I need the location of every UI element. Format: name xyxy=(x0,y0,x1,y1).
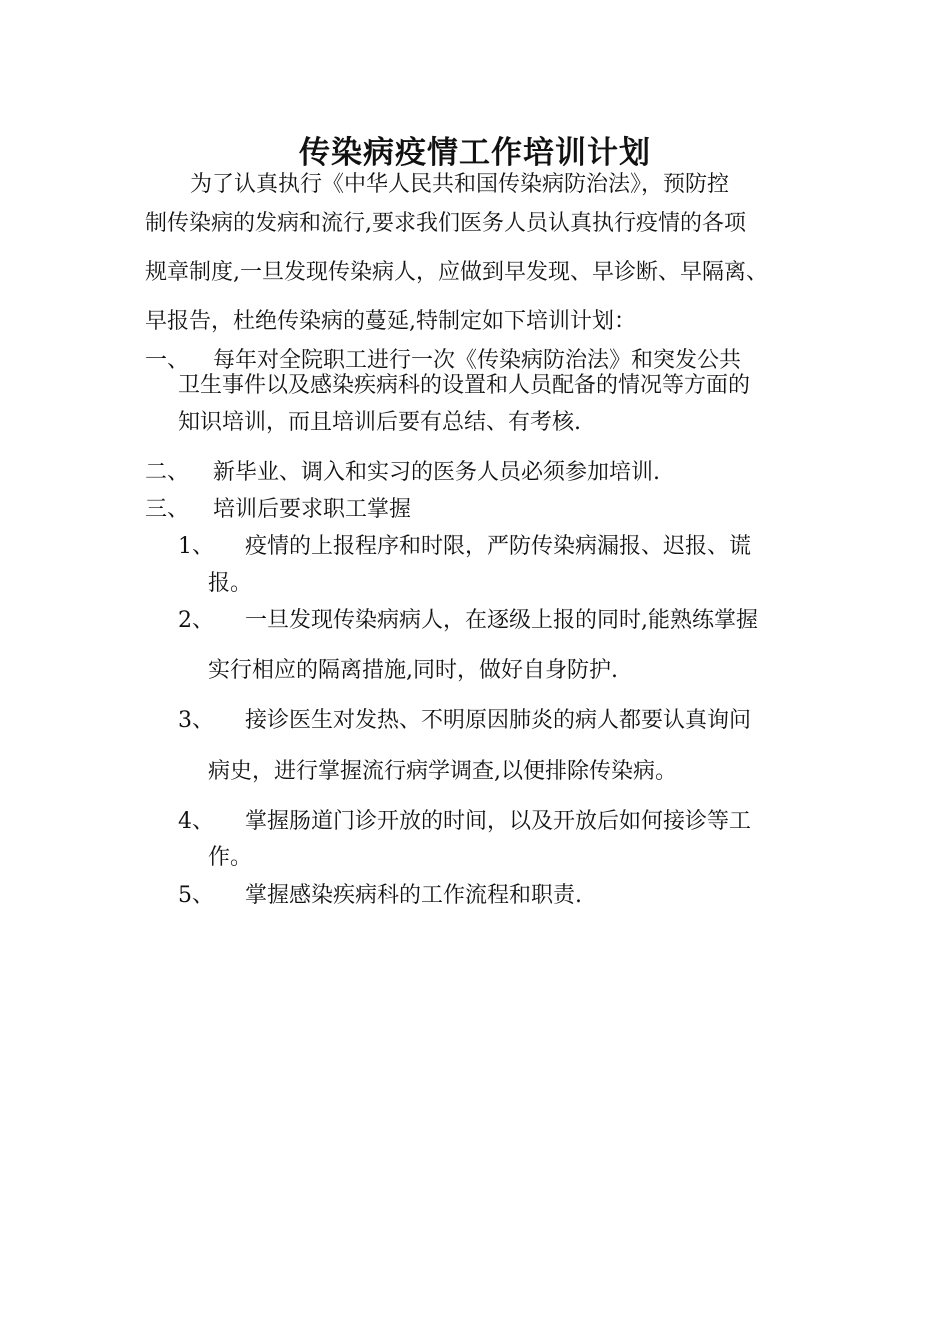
section-1-line-1: 每年对全院职工进行一次《传染病防治法》和突发公共 xyxy=(213,348,742,373)
section-3-line-1: 培训后要求职工掌握 xyxy=(213,497,412,522)
section-2-line-1: 新毕业、调入和实习的医务人员必须参加培训. xyxy=(213,460,660,485)
item-2-marker: 2、 xyxy=(178,608,214,633)
item-1-line-1: 疫情的上报程序和时限，严防传染病漏报、迟报、谎 xyxy=(245,534,752,559)
item-5-line-1: 掌握感染疾病科的工作流程和职责. xyxy=(245,883,582,908)
item-1-marker: 1、 xyxy=(178,534,214,559)
item-3-line-1: 接诊医生对发热、不明原因肺炎的病人都要认真询问 xyxy=(245,708,752,733)
item-5-marker: 5、 xyxy=(178,883,214,908)
item-3-line-2: 病史，进行掌握流行病学调查,以便排除传染病。 xyxy=(208,759,677,784)
section-3-marker: 三、 xyxy=(145,497,190,522)
item-3-marker: 3、 xyxy=(178,708,214,733)
item-2-line-2: 实行相应的隔离措施,同时，做好自身防护. xyxy=(208,658,618,683)
document-title: 传染病疫情工作培训计划 xyxy=(299,135,651,171)
item-1-line-2: 报。 xyxy=(208,571,253,596)
section-1-line-2: 卫生事件以及感染疾病科的设置和人员配备的情况等方面的 xyxy=(178,373,751,398)
item-2-line-1: 一旦发现传染病病人，在逐级上报的同时,能熟练掌握 xyxy=(245,608,758,633)
section-1-marker: 一、 xyxy=(145,348,190,373)
item-4-marker: 4、 xyxy=(178,809,214,834)
intro-line-3: 规章制度,一旦发现传染病人，应做到早发现、早诊断、早隔离、 xyxy=(145,260,768,285)
section-2-marker: 二、 xyxy=(145,460,190,485)
intro-line-1: 为了认真执行《中华人民共和国传染病防治法》，预防控 xyxy=(190,172,730,197)
item-4-line-1: 掌握肠道门诊开放的时间，以及开放后如何接诊等工 xyxy=(245,809,752,834)
intro-line-4: 早报告，杜绝传染病的蔓延,特制定如下培训计划： xyxy=(145,309,636,334)
item-4-line-2: 作。 xyxy=(208,845,253,870)
intro-line-2: 制传染病的发病和流行,要求我们医务人员认真执行疫情的各项 xyxy=(145,211,746,236)
section-1-line-3: 知识培训，而且培训后要有总结、有考核. xyxy=(178,410,581,435)
